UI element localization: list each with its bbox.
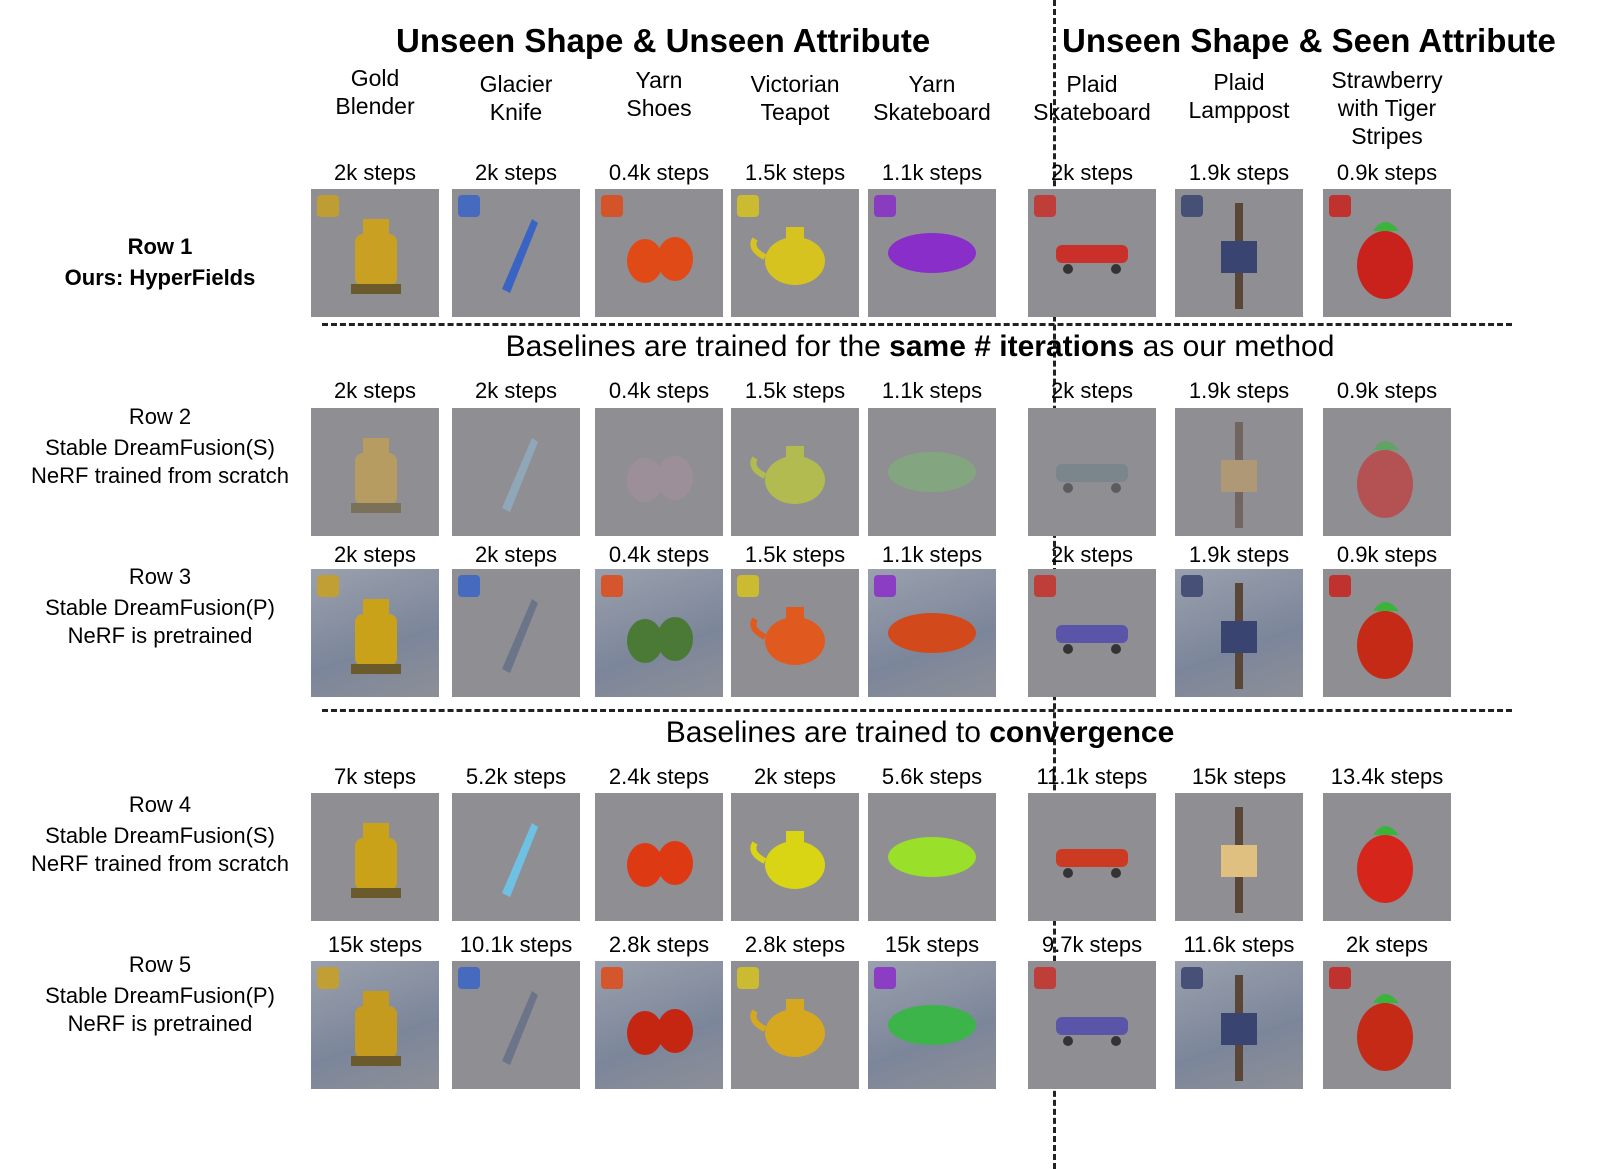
section-same-iterations bbox=[330, 330, 1510, 364]
header-unseen-unseen: Unseen Shape & Unseen Attribute bbox=[396, 22, 931, 59]
reference-shape-icon bbox=[1329, 575, 1351, 597]
row-method-detail: NeRF trained from scratch bbox=[31, 463, 289, 488]
render-thumbnail bbox=[1175, 793, 1303, 921]
render-thumbnail bbox=[1323, 569, 1451, 697]
steps-label: 0.4k steps bbox=[608, 160, 710, 185]
row-method-detail: NeRF trained from scratch bbox=[31, 851, 289, 876]
row-method: Stable DreamFusion(P) bbox=[45, 595, 275, 620]
row-label bbox=[0, 788, 320, 878]
steps-label: 2k steps bbox=[334, 160, 416, 185]
render-thumbnail bbox=[452, 189, 580, 317]
steps-label: 2k steps bbox=[1346, 932, 1428, 957]
steps-label: 2k steps bbox=[1051, 378, 1133, 403]
render-thumbnail bbox=[1028, 961, 1156, 1089]
steps-label: 2k steps bbox=[475, 160, 557, 185]
section-same-text-bold: same # iterations bbox=[889, 330, 1135, 363]
header-unseen-seen: Unseen Shape & Seen Attribute bbox=[1062, 22, 1556, 59]
render-thumbnail bbox=[311, 569, 439, 697]
steps-label: 2k steps bbox=[334, 542, 416, 567]
column-label-line2: with Tiger bbox=[1337, 95, 1437, 121]
row-method-detail: NeRF is pretrained bbox=[67, 1011, 253, 1036]
column-label-line1: Gold bbox=[350, 65, 400, 91]
row-method: Ours: HyperFields bbox=[64, 265, 256, 290]
render-thumbnail bbox=[1175, 189, 1303, 317]
render-thumbnail bbox=[311, 961, 439, 1089]
object-render-image bbox=[311, 408, 439, 536]
reference-shape-icon bbox=[1329, 967, 1351, 989]
render-thumbnail bbox=[452, 793, 580, 921]
object-render-image bbox=[731, 793, 859, 921]
render-thumbnail bbox=[595, 793, 723, 921]
render-thumbnail bbox=[731, 961, 859, 1089]
steps-label: 2k steps bbox=[334, 378, 416, 403]
steps-label: 2.8k steps bbox=[744, 932, 846, 957]
render-thumbnail bbox=[868, 189, 996, 317]
steps-label: 0.4k steps bbox=[608, 542, 710, 567]
render-thumbnail bbox=[452, 408, 580, 536]
object-render-image bbox=[731, 408, 859, 536]
column-label bbox=[589, 66, 729, 122]
render-thumbnail bbox=[868, 793, 996, 921]
steps-label: 1.9k steps bbox=[1188, 160, 1290, 185]
steps-label: 15k steps bbox=[327, 932, 423, 957]
reference-shape-icon bbox=[737, 575, 759, 597]
render-thumbnail bbox=[1028, 408, 1156, 536]
row-method-detail: NeRF is pretrained bbox=[67, 623, 253, 648]
object-render-image bbox=[868, 408, 996, 536]
row-method: Stable DreamFusion(S) bbox=[45, 823, 275, 848]
object-render-image bbox=[1175, 408, 1303, 536]
column-label bbox=[725, 70, 865, 126]
render-thumbnail bbox=[868, 569, 996, 697]
steps-label: 1.1k steps bbox=[881, 542, 983, 567]
reference-shape-icon bbox=[874, 575, 896, 597]
row-name: Row 2 bbox=[128, 404, 192, 429]
section-conv-text-bold: convergence bbox=[989, 716, 1175, 749]
column-label bbox=[1317, 66, 1457, 150]
reference-shape-icon bbox=[737, 967, 759, 989]
object-render-image bbox=[1175, 793, 1303, 921]
column-label bbox=[446, 70, 586, 126]
render-thumbnail bbox=[595, 961, 723, 1089]
render-thumbnail bbox=[311, 408, 439, 536]
steps-label: 2k steps bbox=[1051, 542, 1133, 567]
column-label-line2: Knife bbox=[489, 99, 543, 125]
reference-shape-icon bbox=[458, 967, 480, 989]
row-label bbox=[0, 230, 320, 292]
reference-shape-icon bbox=[458, 575, 480, 597]
steps-label: 15k steps bbox=[884, 932, 980, 957]
divider-top bbox=[322, 323, 1512, 326]
reference-shape-icon bbox=[1034, 967, 1056, 989]
render-thumbnail bbox=[1028, 569, 1156, 697]
column-label-line2: Lamppost bbox=[1188, 97, 1290, 123]
row-label bbox=[0, 560, 320, 650]
steps-label: 9.7k steps bbox=[1041, 932, 1143, 957]
section-convergence bbox=[330, 716, 1510, 750]
column-label-line1: Yarn bbox=[635, 67, 683, 93]
column-label-line2: Skateboard bbox=[873, 99, 991, 125]
steps-label: 1.9k steps bbox=[1188, 378, 1290, 403]
steps-label: 5.6k steps bbox=[881, 764, 983, 789]
object-render-image bbox=[311, 793, 439, 921]
steps-label: 10.1k steps bbox=[459, 932, 573, 957]
object-render-image bbox=[1028, 408, 1156, 536]
object-render-image bbox=[595, 408, 723, 536]
render-thumbnail bbox=[1028, 189, 1156, 317]
steps-label: 1.1k steps bbox=[881, 378, 983, 403]
steps-label: 1.1k steps bbox=[881, 160, 983, 185]
render-thumbnail bbox=[731, 569, 859, 697]
steps-label: 7k steps bbox=[334, 764, 416, 789]
reference-shape-icon bbox=[317, 967, 339, 989]
column-label-line2: Shoes bbox=[626, 95, 692, 121]
column-label-line1: Victorian bbox=[750, 71, 840, 97]
row-method: Stable DreamFusion(S) bbox=[45, 435, 275, 460]
reference-shape-icon bbox=[317, 195, 339, 217]
reference-shape-icon bbox=[874, 967, 896, 989]
render-thumbnail bbox=[1175, 961, 1303, 1089]
reference-shape-icon bbox=[737, 195, 759, 217]
steps-label: 2k steps bbox=[475, 542, 557, 567]
render-thumbnail bbox=[452, 569, 580, 697]
column-label-line1: Yarn bbox=[908, 71, 956, 97]
render-thumbnail bbox=[1323, 189, 1451, 317]
steps-label: 0.9k steps bbox=[1336, 378, 1438, 403]
column-label bbox=[1169, 68, 1309, 124]
steps-label: 0.4k steps bbox=[608, 378, 710, 403]
render-thumbnail bbox=[868, 408, 996, 536]
render-thumbnail bbox=[1323, 793, 1451, 921]
render-thumbnail bbox=[1323, 408, 1451, 536]
render-thumbnail bbox=[1323, 961, 1451, 1089]
reference-shape-icon bbox=[1329, 195, 1351, 217]
column-label bbox=[862, 70, 1002, 126]
column-label-line1: Strawberry bbox=[1331, 67, 1443, 93]
object-render-image bbox=[868, 793, 996, 921]
steps-label: 5.2k steps bbox=[465, 764, 567, 789]
row-label bbox=[0, 948, 320, 1038]
steps-label: 1.5k steps bbox=[744, 378, 846, 403]
reference-shape-icon bbox=[1034, 575, 1056, 597]
render-thumbnail bbox=[311, 189, 439, 317]
row-name: Row 4 bbox=[128, 792, 192, 817]
column-label-line2: Blender bbox=[335, 93, 415, 119]
column-label bbox=[1022, 70, 1162, 126]
column-label-line2: Teapot bbox=[760, 99, 830, 125]
reference-shape-icon bbox=[317, 575, 339, 597]
column-label-line1: Glacier bbox=[479, 71, 553, 97]
render-thumbnail bbox=[731, 408, 859, 536]
section-same-text-post: as our method bbox=[1134, 330, 1335, 363]
object-render-image bbox=[1028, 793, 1156, 921]
render-thumbnail bbox=[1175, 569, 1303, 697]
column-label bbox=[305, 64, 445, 120]
section-same-text-pre: Baselines are trained for the bbox=[505, 330, 890, 363]
steps-label: 0.9k steps bbox=[1336, 160, 1438, 185]
section-conv-text-pre: Baselines are trained to bbox=[665, 716, 990, 749]
reference-shape-icon bbox=[1181, 575, 1203, 597]
row-name: Row 3 bbox=[128, 564, 192, 589]
object-render-image bbox=[452, 793, 580, 921]
render-thumbnail bbox=[595, 569, 723, 697]
object-render-image bbox=[1323, 408, 1451, 536]
object-render-image bbox=[452, 408, 580, 536]
steps-label: 2k steps bbox=[754, 764, 836, 789]
steps-label: 2.8k steps bbox=[608, 932, 710, 957]
render-thumbnail bbox=[311, 793, 439, 921]
column-label-line2: Skateboard bbox=[1033, 99, 1151, 125]
object-render-image bbox=[1323, 793, 1451, 921]
steps-label: 15k steps bbox=[1191, 764, 1287, 789]
render-thumbnail bbox=[868, 961, 996, 1089]
reference-shape-icon bbox=[1034, 195, 1056, 217]
steps-label: 1.9k steps bbox=[1188, 542, 1290, 567]
divider-bottom bbox=[322, 709, 1512, 712]
render-thumbnail bbox=[452, 961, 580, 1089]
column-label-line1: Plaid bbox=[1066, 71, 1118, 97]
render-thumbnail bbox=[595, 189, 723, 317]
reference-shape-icon bbox=[874, 195, 896, 217]
render-thumbnail bbox=[1028, 793, 1156, 921]
row-name: Row 1 bbox=[127, 234, 193, 259]
reference-shape-icon bbox=[458, 195, 480, 217]
row-label bbox=[0, 400, 320, 490]
row-name: Row 5 bbox=[128, 952, 192, 977]
render-thumbnail bbox=[1175, 408, 1303, 536]
reference-shape-icon bbox=[601, 575, 623, 597]
steps-label: 2k steps bbox=[475, 378, 557, 403]
steps-label: 0.9k steps bbox=[1336, 542, 1438, 567]
render-thumbnail bbox=[731, 793, 859, 921]
steps-label: 2.4k steps bbox=[608, 764, 710, 789]
steps-label: 1.5k steps bbox=[744, 542, 846, 567]
steps-label: 1.5k steps bbox=[744, 160, 846, 185]
row-method: Stable DreamFusion(P) bbox=[45, 983, 275, 1008]
object-render-image bbox=[595, 793, 723, 921]
steps-label: 11.6k steps bbox=[1183, 932, 1295, 957]
column-label-line3: Stripes bbox=[1351, 123, 1423, 149]
render-thumbnail bbox=[595, 408, 723, 536]
reference-shape-icon bbox=[1181, 967, 1203, 989]
render-thumbnail bbox=[731, 189, 859, 317]
reference-shape-icon bbox=[601, 195, 623, 217]
reference-shape-icon bbox=[1181, 195, 1203, 217]
steps-label: 13.4k steps bbox=[1330, 764, 1444, 789]
column-label-line1: Plaid bbox=[1213, 69, 1265, 95]
reference-shape-icon bbox=[601, 967, 623, 989]
steps-label: 11.1k steps bbox=[1036, 764, 1148, 789]
steps-label: 2k steps bbox=[1051, 160, 1133, 185]
